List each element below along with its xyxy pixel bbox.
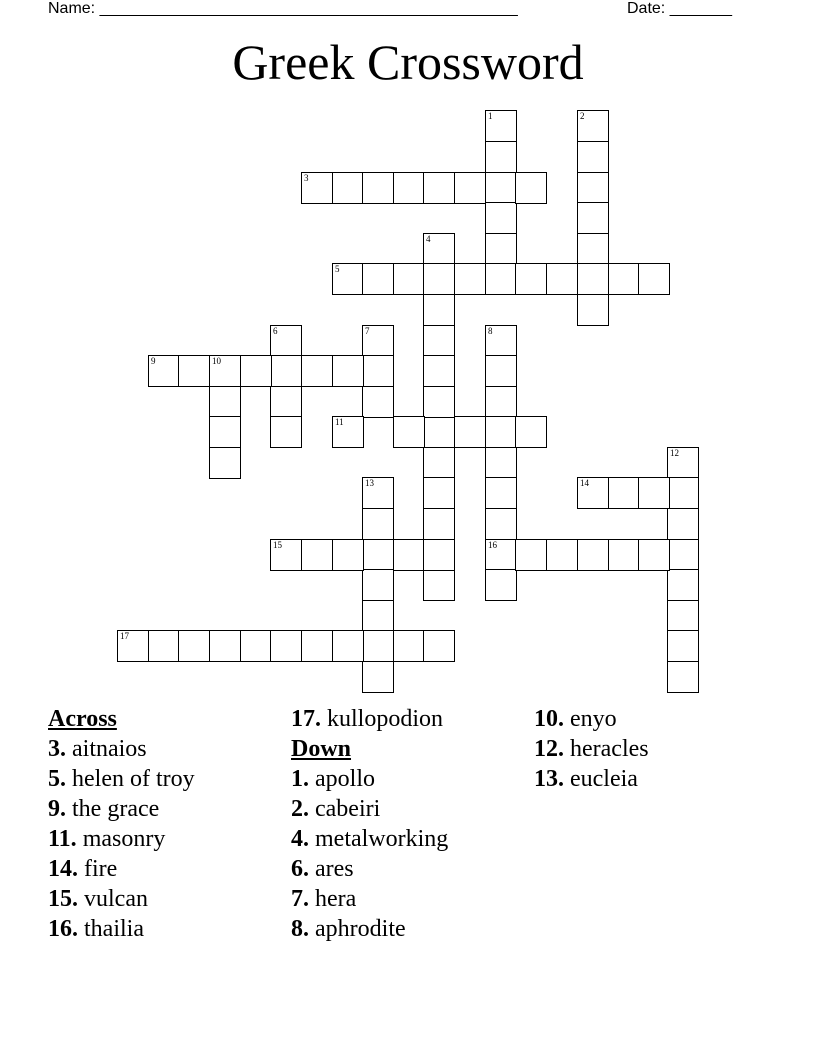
grid-cell[interactable] <box>454 263 486 295</box>
grid-cell[interactable] <box>362 630 394 662</box>
grid-cell[interactable] <box>485 508 517 540</box>
grid-cell[interactable] <box>270 325 302 357</box>
name-field[interactable]: Name: _______________________________________________ <box>48 0 518 17</box>
grid-cell[interactable] <box>301 172 333 204</box>
grid-cell[interactable] <box>362 477 394 509</box>
grid-cell[interactable] <box>423 630 455 662</box>
across-clue-14: 14. fire <box>48 856 118 882</box>
grid-cell[interactable] <box>393 263 425 295</box>
grid-cell[interactable] <box>423 263 455 295</box>
grid-cell[interactable] <box>240 630 272 662</box>
grid-cell[interactable] <box>667 569 699 601</box>
down-clue-7: 7. hera <box>291 886 357 912</box>
grid-cell[interactable] <box>485 172 517 204</box>
grid-cell[interactable] <box>608 263 640 295</box>
down-clue-8: 8. aphrodite <box>291 916 406 942</box>
down-clue-13: 13. eucleia <box>534 766 638 792</box>
grid-cell[interactable] <box>117 630 149 662</box>
grid-cell[interactable] <box>332 539 364 571</box>
grid-cell[interactable] <box>485 202 517 234</box>
clue-number: 7 <box>365 326 370 336</box>
grid-cell[interactable] <box>270 416 302 448</box>
grid-cell[interactable] <box>270 630 302 662</box>
grid-cell[interactable] <box>423 355 455 387</box>
grid-cell[interactable] <box>485 263 517 295</box>
grid-cell[interactable] <box>485 141 517 173</box>
clue-number: 1 <box>488 111 493 121</box>
grid-cell[interactable] <box>485 110 517 142</box>
clue-number: 15 <box>273 540 282 550</box>
grid-cell[interactable] <box>577 233 609 265</box>
grid-cell[interactable] <box>667 661 699 693</box>
grid-cell[interactable] <box>362 263 394 295</box>
grid-cell[interactable] <box>332 630 364 662</box>
header-line <box>48 0 748 20</box>
across-clue-3: 3. aitnaios <box>48 736 147 762</box>
grid-cell[interactable] <box>638 477 670 509</box>
across-heading: Across <box>48 706 117 732</box>
across-clue-17: 17. kullopodion <box>291 706 444 732</box>
grid-cell[interactable] <box>209 386 241 418</box>
across-clue-9: 9. the grace <box>48 796 160 822</box>
grid-cell[interactable] <box>423 477 455 509</box>
grid-cell[interactable] <box>362 172 394 204</box>
grid-cell[interactable] <box>362 355 394 387</box>
across-clue-5: 5. helen of troy <box>48 766 195 792</box>
grid-cell[interactable] <box>608 539 640 571</box>
grid-cell[interactable] <box>362 661 394 693</box>
clue-number: 16 <box>488 540 497 550</box>
grid-cell[interactable] <box>178 355 210 387</box>
grid-cell[interactable] <box>423 172 455 204</box>
grid-cell[interactable] <box>667 477 699 509</box>
clue-number: 4 <box>426 234 431 244</box>
clue-number: 2 <box>580 111 585 121</box>
across-clue-15: 15. vulcan <box>48 886 148 912</box>
grid-cell[interactable] <box>362 508 394 540</box>
clues-column-1 <box>48 704 195 944</box>
grid-cell[interactable] <box>332 172 364 204</box>
grid-cell[interactable] <box>667 508 699 540</box>
grid-cell[interactable] <box>577 141 609 173</box>
grid-cell[interactable] <box>270 539 302 571</box>
grid-cell[interactable] <box>515 172 547 204</box>
down-clue-4: 4. metalworking <box>291 826 449 852</box>
grid-cell[interactable] <box>667 600 699 632</box>
clue-number: 11 <box>335 417 344 427</box>
grid-cell[interactable] <box>301 630 333 662</box>
grid-cell[interactable] <box>485 477 517 509</box>
grid-cell[interactable] <box>515 539 547 571</box>
grid-cell[interactable] <box>485 447 517 479</box>
down-heading: Down <box>291 736 352 762</box>
grid-cell[interactable] <box>270 386 302 418</box>
grid-cell[interactable] <box>148 355 180 387</box>
grid-cell[interactable] <box>209 447 241 479</box>
grid-cell[interactable] <box>301 355 333 387</box>
grid-cell[interactable] <box>209 355 241 387</box>
grid-cell[interactable] <box>485 386 517 418</box>
across-clue-11: 11. masonry <box>48 826 166 852</box>
grid-cell[interactable] <box>362 539 394 571</box>
grid-cell[interactable] <box>301 539 333 571</box>
grid-cell[interactable] <box>638 263 670 295</box>
grid-cell[interactable] <box>423 447 455 479</box>
grid-cell[interactable] <box>515 416 547 448</box>
grid-cell[interactable] <box>577 539 609 571</box>
grid-cell[interactable] <box>332 416 364 448</box>
grid-cell[interactable] <box>454 416 486 448</box>
grid-cell[interactable] <box>393 630 425 662</box>
grid-cell[interactable] <box>485 416 517 448</box>
grid-cell[interactable] <box>240 355 272 387</box>
grid-cell[interactable] <box>667 447 699 479</box>
clue-number: 12 <box>670 448 679 458</box>
grid-cell[interactable] <box>577 477 609 509</box>
grid-cell[interactable] <box>423 386 455 418</box>
grid-cell[interactable] <box>393 539 425 571</box>
grid-cell[interactable] <box>362 600 394 632</box>
grid-cell[interactable] <box>546 539 578 571</box>
clue-number: 17 <box>120 631 129 641</box>
down-clue-1: 1. apollo <box>291 766 375 792</box>
clue-number: 3 <box>304 173 309 183</box>
clue-number: 13 <box>365 478 374 488</box>
grid-cell[interactable] <box>546 263 578 295</box>
grid-cell[interactable] <box>667 539 699 571</box>
grid-cell[interactable] <box>485 325 517 357</box>
grid-cell[interactable] <box>148 630 180 662</box>
grid-cell[interactable] <box>423 325 455 357</box>
grid-cell[interactable] <box>423 508 455 540</box>
clue-number: 10 <box>212 356 221 366</box>
across-clue-16: 16. thailia <box>48 916 144 942</box>
grid-cell[interactable] <box>423 539 455 571</box>
grid-cell[interactable] <box>577 172 609 204</box>
clue-number: 14 <box>580 478 589 488</box>
grid-cell[interactable] <box>332 263 364 295</box>
grid-cell[interactable] <box>485 233 517 265</box>
grid-cell[interactable] <box>638 539 670 571</box>
page-title: Greek Crossword <box>232 34 584 90</box>
grid-cell[interactable] <box>209 416 241 448</box>
clues-column-3 <box>534 704 649 794</box>
grid-cell[interactable] <box>608 477 640 509</box>
date-field[interactable]: Date: _______ <box>627 0 732 17</box>
grid-cell[interactable] <box>577 294 609 326</box>
down-clue-2: 2. cabeiri <box>291 796 381 822</box>
down-clue-6: 6. ares <box>291 856 354 882</box>
grid-cell[interactable] <box>393 172 425 204</box>
down-clue-10: 10. enyo <box>534 706 617 732</box>
grid-cell[interactable] <box>362 569 394 601</box>
grid-cell[interactable] <box>454 172 486 204</box>
clues-column-2 <box>291 704 448 944</box>
grid-cell[interactable] <box>577 202 609 234</box>
grid-cell[interactable] <box>423 294 455 326</box>
grid-cell[interactable] <box>332 355 364 387</box>
clue-number: 8 <box>488 326 493 336</box>
clue-number: 6 <box>273 326 278 336</box>
grid-cell[interactable] <box>178 630 210 662</box>
grid-cell[interactable] <box>577 263 609 295</box>
down-clue-12: 12. heracles <box>534 736 649 762</box>
grid-cell[interactable] <box>667 630 699 662</box>
grid-cell[interactable] <box>270 355 302 387</box>
grid-cell[interactable] <box>362 325 394 357</box>
grid-cell[interactable] <box>485 539 517 571</box>
grid-cell[interactable] <box>423 569 455 601</box>
grid-cell[interactable] <box>515 263 547 295</box>
clue-number: 9 <box>151 356 156 366</box>
clue-number: 5 <box>335 264 340 274</box>
grid-cell[interactable] <box>577 110 609 142</box>
grid-cell[interactable] <box>362 386 394 418</box>
grid-cell[interactable] <box>485 569 517 601</box>
grid-cell[interactable] <box>393 416 425 448</box>
grid-cell[interactable] <box>423 233 455 265</box>
grid-cell[interactable] <box>209 630 241 662</box>
grid-cell[interactable] <box>485 355 517 387</box>
